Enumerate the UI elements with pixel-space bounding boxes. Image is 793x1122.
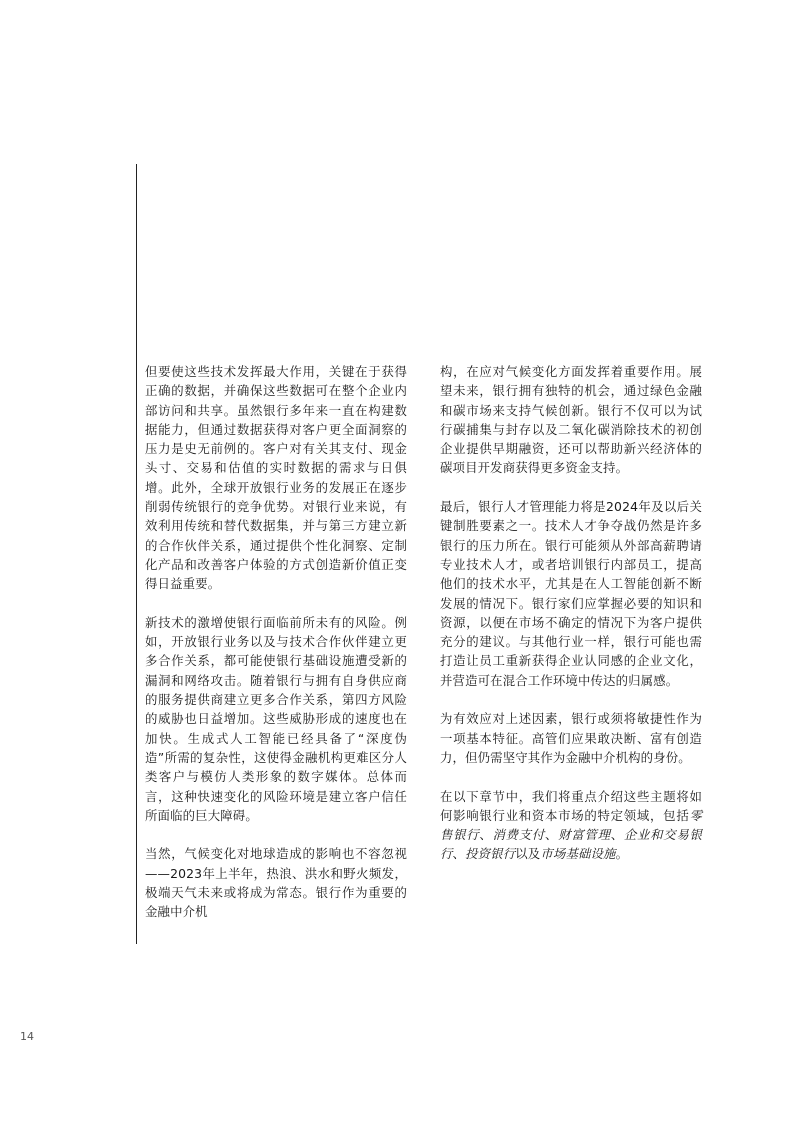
vertical-rule	[136, 164, 137, 944]
separator: 、	[610, 827, 624, 843]
topic-retail-banking: 零售银行	[440, 807, 702, 843]
topic-consumer-payments: 消费支付	[492, 827, 546, 843]
paragraph-climate-continued: 构，在应对气候变化方面发挥着重要作用。展望未来，银行拥有独特的机会，通过绿色金融和碳市场来支持气候创新。银行不仅可以为试行碳捕集与封存以及二氧化碳消除技术的初创企业提供早期融资，还可以帮助新兴经济体的碳项目开发商获得更多资金支持。	[440, 364, 702, 476]
topic-market-infrastructure: 市场基础设施	[540, 846, 616, 862]
topic-corporate-transaction-banking: 企业和交易银行	[440, 827, 703, 862]
paragraph-climate: 当然，气候变化对地球造成的影响也不容忽视——2023年上半年，热浪、洪水和野火频发，极端天气未来或将成为常态。银行作为重要的金融中介机	[145, 846, 407, 920]
right-column	[440, 362, 702, 864]
left-column	[145, 362, 407, 922]
topic-wealth-management: 财富管理	[558, 827, 611, 843]
paragraph-risk: 新技术的激增使银行面临前所未有的风险。例如，开放银行业务以及与技术合作伙伴建立更多合作关系，都可能使银行基础设施遭受新的漏洞和网络攻击。随着银行与拥有自身供应商的服务提供商建立更多合作关系，第四方风险的威胁也日益增加。这些威胁形成的速度也在加快。生成式人工智能已经具备了“深度伪造”所需的复杂性，这使得金融机构更难区分人类客户与模仿人类形象的数字媒体。总体而言，这种快速变化的风险环境是建立客户信任所面临的巨大障碍。	[145, 614, 407, 823]
paragraph-agility: 为有效应对上述因素，银行或须将敏捷性作为一项基本特征。高管们应果敢决断、富有创造力，但仍需坚守其作为金融中介机构的身份。	[440, 711, 702, 765]
separator: 、	[479, 827, 493, 843]
paragraph-chapters	[440, 787, 702, 864]
separator: 、	[545, 827, 559, 843]
page-number: 14	[20, 1030, 34, 1043]
separator: 、	[452, 846, 466, 862]
paragraph-data: 但要使这些技术发挥最大作用，关键在于获得正确的数据，并确保这些数据可在整个企业内部访问和共享。虽然银行多年来一直在构建数据能力，但通过数据获得对客户更全面洞察的压力是史无前例的。客户对有关其支付、现金头寸、交易和估值的实时数据的需求与日俱增。此外，全球开放银行业务的发展正在逐步削弱传统银行的竞争优势。对银行业来说，有效利用传统和替代数据集，并与第三方建立新的合作伙伴关系，通过提供个性化洞察、定制化产品和改善客户体验的方式创造新价值正变得日益重要。	[145, 364, 407, 592]
chapters-intro: 在以下章节中，我们将重点介绍这些主题将如何影响银行业和资本市场的特定领域，包括	[440, 788, 702, 823]
chapters-end: 。	[615, 846, 629, 862]
topic-investment-banking: 投资银行	[465, 846, 516, 862]
chapters-conjunction: 以及	[515, 846, 541, 862]
paragraph-talent: 最后，银行人才管理能力将是2024年及以后关键制胜要素之一。技术人才争夺战仍然是许多银行的压力所在。银行可能须从外部高薪聘请专业技术人才，或者培训银行内部员工，提高他们的技术水平，尤其是在人工智能创新不断发展的情况下。银行家们应掌握必要的知识和资源，以便在市场不确定的情况下为客户提供充分的建议。与其他行业一样，银行可能也需打造让员工重新获得企业认同感的企业文化，并营造可在混合工作环境中传达的归属感。	[440, 499, 702, 688]
